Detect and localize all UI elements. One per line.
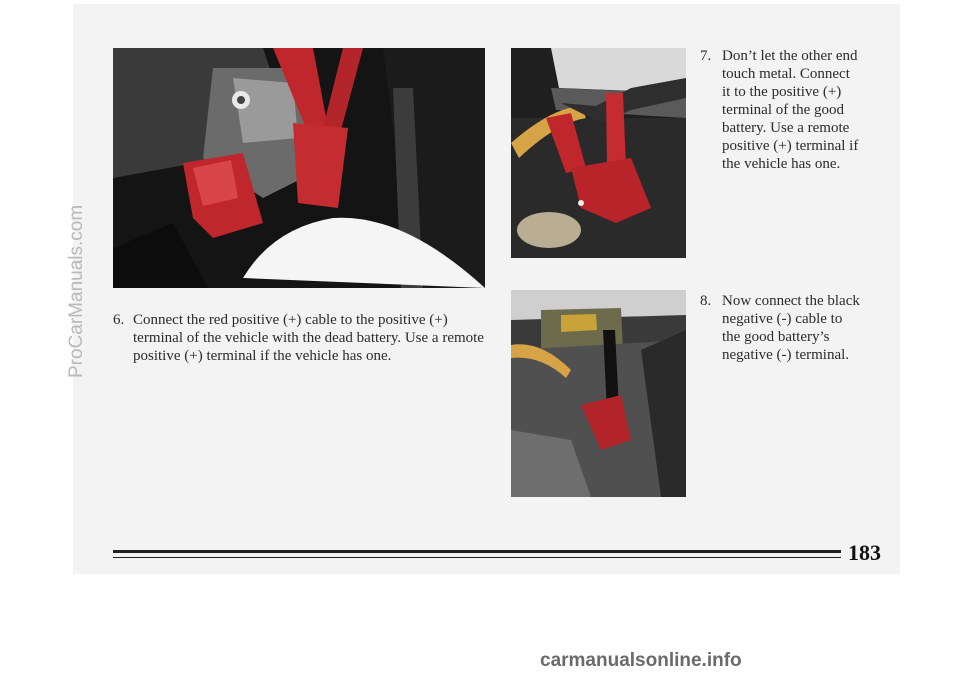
step-text: Don’t let the other end touch metal. Connect it to the positive (+) terminal of the good battery. Use a remote positive (+) terminal if the vehicle has one. xyxy=(722,48,859,172)
page-number: 183 xyxy=(848,540,881,565)
step-6 xyxy=(113,311,493,365)
photo-good-battery-negative xyxy=(511,290,686,497)
photo-good-battery-positive xyxy=(511,48,686,258)
step-number: 7. xyxy=(700,48,712,64)
footer-rule-thin xyxy=(113,557,841,558)
side-watermark: ProCarManuals.com xyxy=(66,204,87,378)
step-number: 6. xyxy=(113,312,125,328)
step-8 xyxy=(700,292,860,364)
footer-rule-thick xyxy=(113,550,841,553)
step-7 xyxy=(700,47,860,173)
step-text: Connect the red positive (+) cable to the positive (+) terminal of the vehicle with the dead battery. Use a remote positive (+) terminal if the vehicle has one. xyxy=(133,312,484,364)
step-number: 8. xyxy=(700,293,712,309)
photo-remote-positive-terminal xyxy=(113,48,485,288)
footer-watermark: carmanualsonline.info xyxy=(540,650,742,671)
step-text: Now connect the black negative (-) cable to the good battery’s negative (-) terminal. xyxy=(722,293,860,363)
